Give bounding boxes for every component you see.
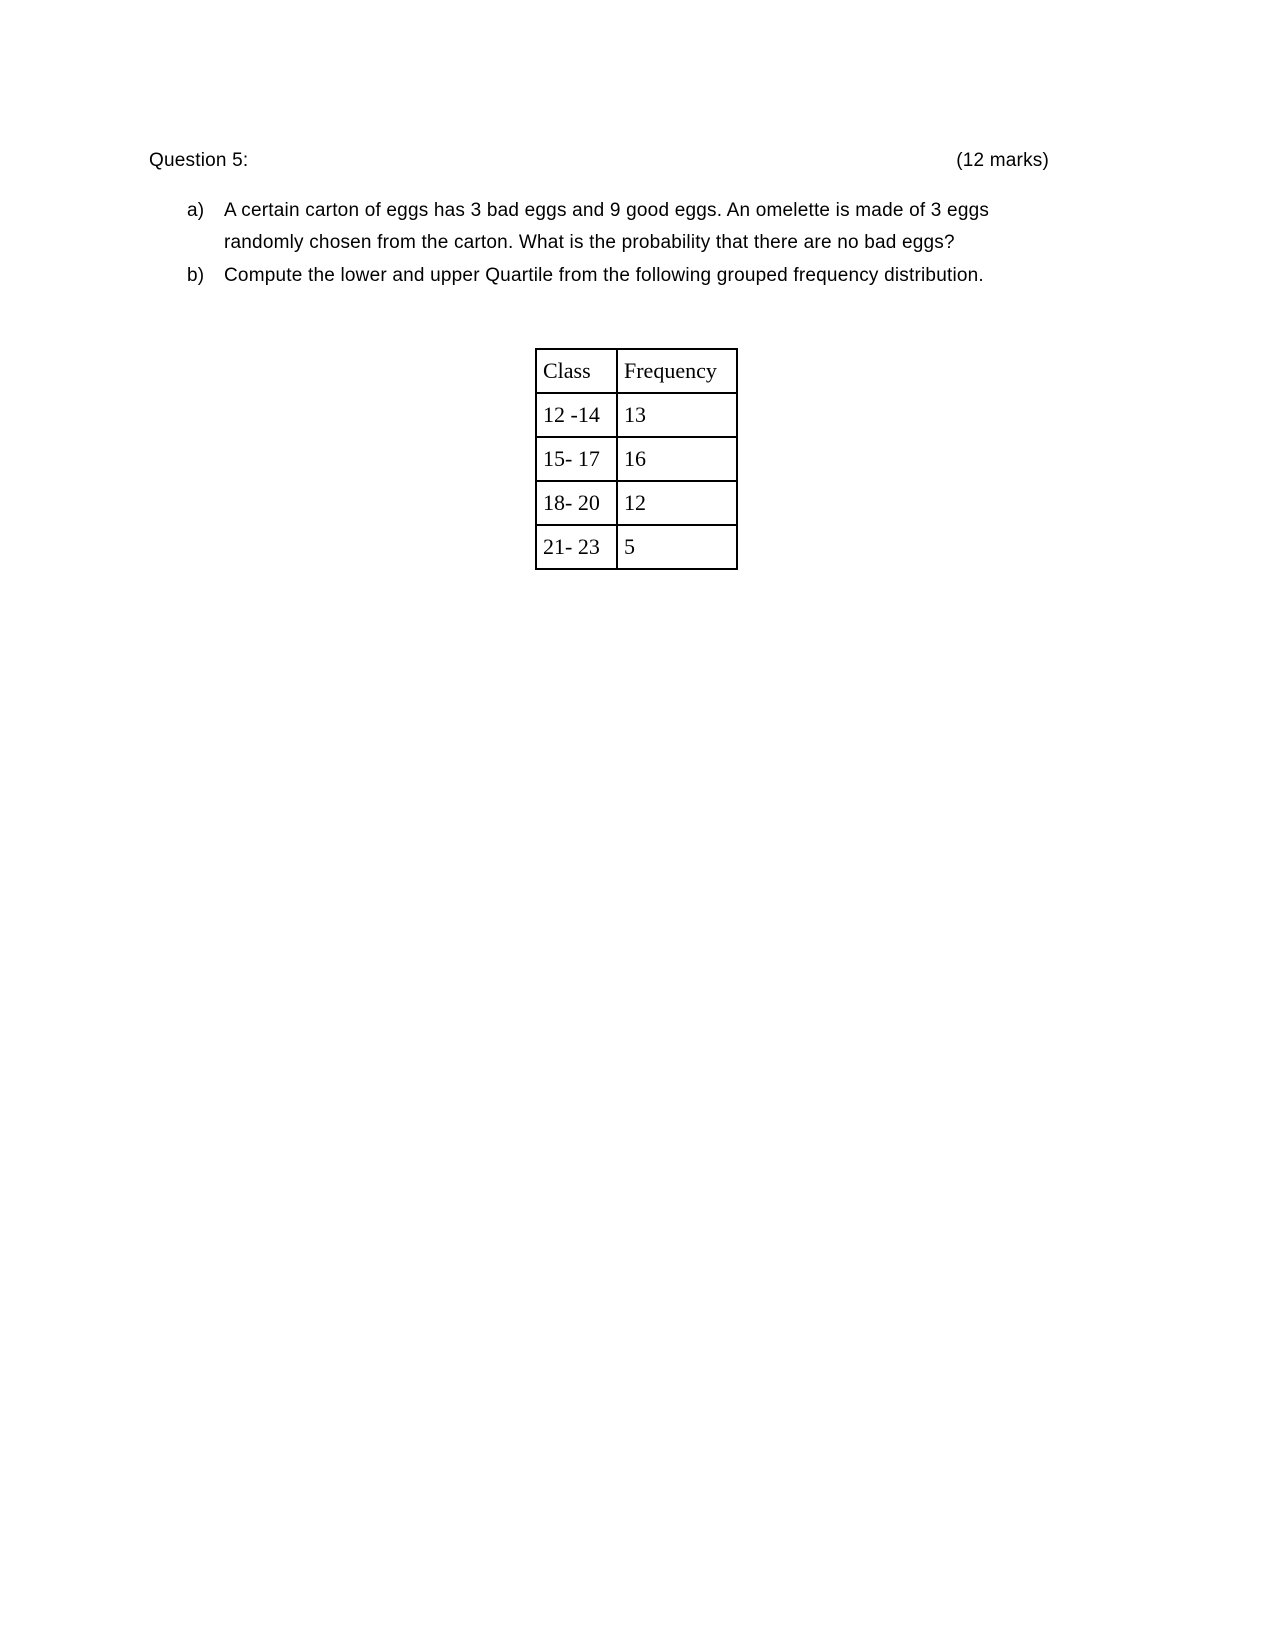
header-frequency: Frequency bbox=[617, 349, 737, 393]
part-b-line-1: Compute the lower and upper Quartile from the following grouped frequency distribution. bbox=[224, 265, 984, 286]
part-b-text bbox=[224, 260, 1084, 292]
part-a-label: a) bbox=[187, 200, 205, 221]
table-header-row bbox=[536, 349, 737, 393]
frequency-table bbox=[535, 348, 738, 570]
part-b-label: b) bbox=[187, 265, 205, 286]
table-row bbox=[536, 437, 737, 481]
question-header bbox=[149, 150, 1049, 178]
cell-class: 21- 23 bbox=[536, 525, 617, 569]
table-row bbox=[536, 525, 737, 569]
table-row bbox=[536, 481, 737, 525]
part-a-line-1: A certain carton of eggs has 3 bad eggs and 9 good eggs. An omelette is made of 3 eggs bbox=[224, 200, 990, 221]
cell-class: 18- 20 bbox=[536, 481, 617, 525]
cell-frequency: 16 bbox=[617, 437, 737, 481]
table-row bbox=[536, 393, 737, 437]
part-a-line-2: randomly chosen from the carton. What is the probability that there are no bad eggs? bbox=[224, 232, 955, 253]
question-marks: (12 marks) bbox=[956, 150, 1049, 171]
cell-frequency: 5 bbox=[617, 525, 737, 569]
header-class: Class bbox=[536, 349, 617, 393]
part-a-text bbox=[224, 195, 1084, 259]
question-title: Question 5: bbox=[149, 150, 249, 171]
cell-frequency: 12 bbox=[617, 481, 737, 525]
cell-frequency: 13 bbox=[617, 393, 737, 437]
cell-class: 12 -14 bbox=[536, 393, 617, 437]
cell-class: 15- 17 bbox=[536, 437, 617, 481]
